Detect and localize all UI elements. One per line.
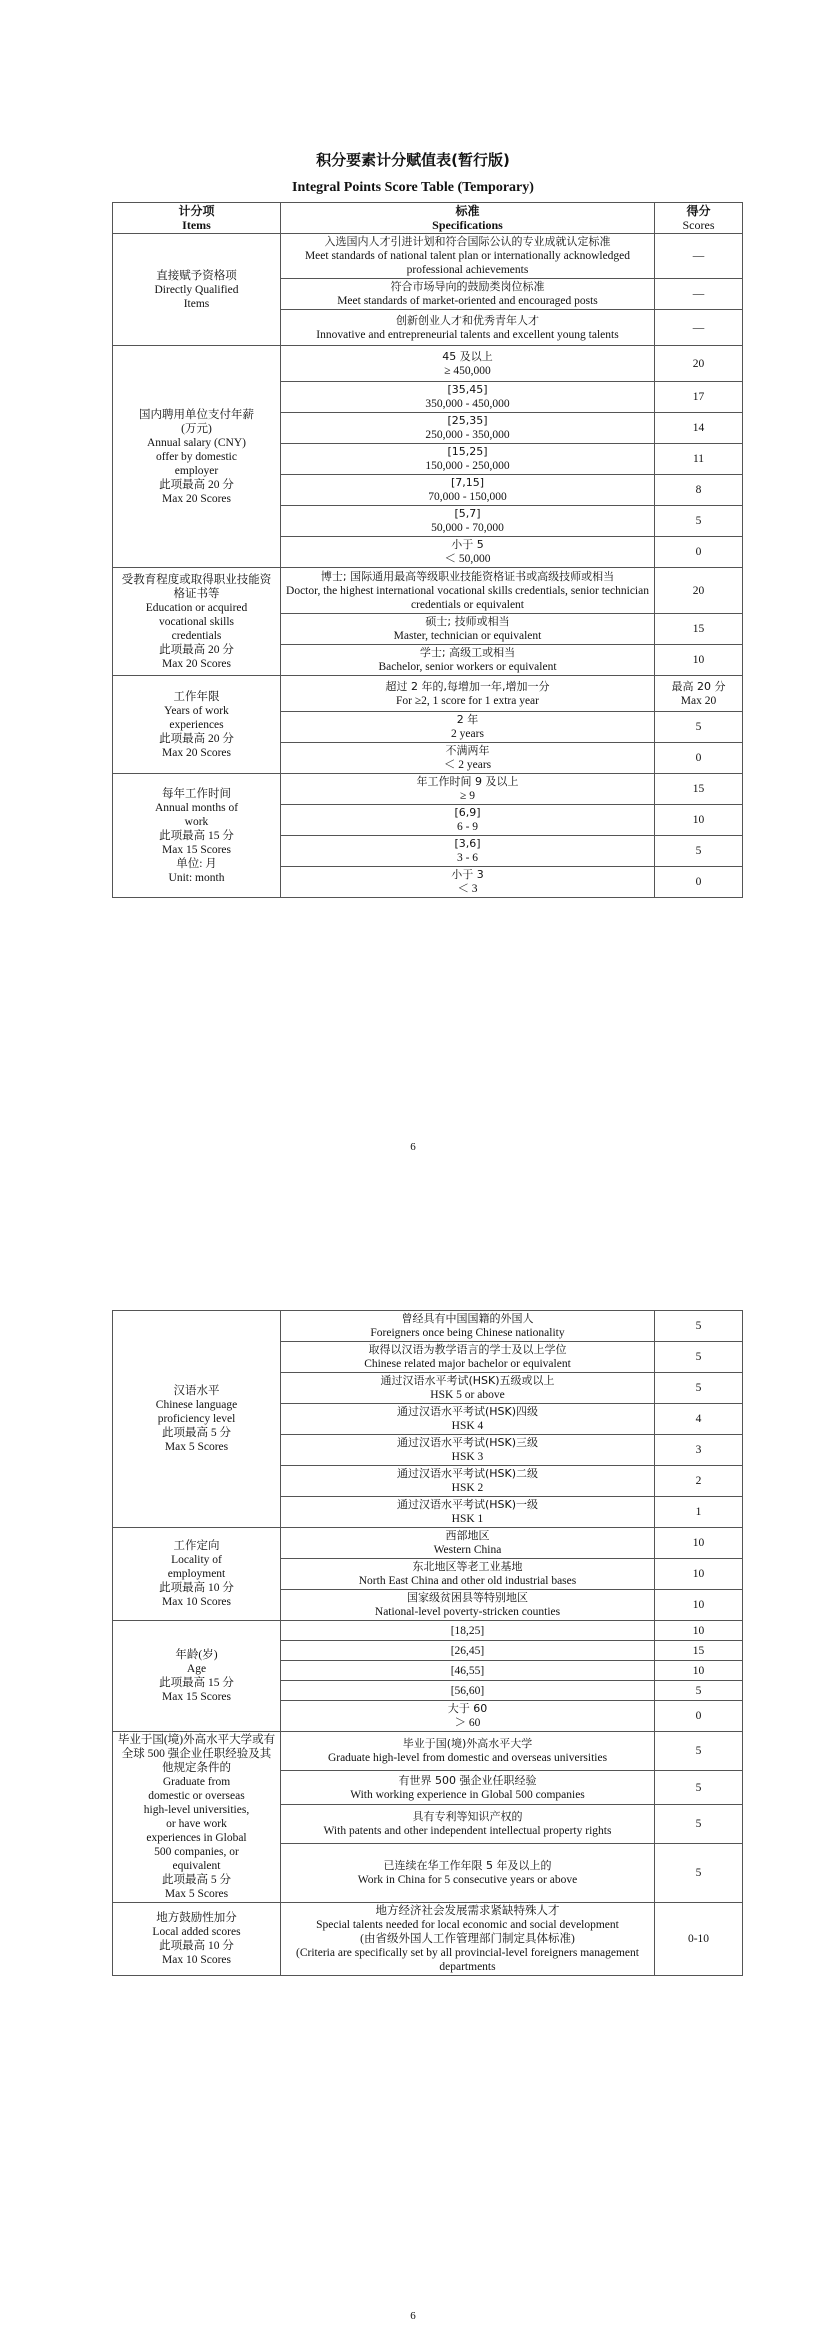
specification-en: Meet standards of national talent plan or internationally acknowledged professional achievements — [304, 250, 631, 276]
item-cell — [113, 1528, 281, 1621]
specification-en: Chinese related major bachelor or equivalent — [364, 1358, 571, 1370]
specification-cn: 45 及以上 — [442, 349, 493, 363]
specification-cn: [3,6] — [454, 837, 481, 850]
score-cell — [655, 1732, 743, 1771]
specification-cn: 符合市场导向的鼓励类岗位标准 — [390, 280, 545, 293]
specification-en: HSK 4 — [451, 1420, 484, 1432]
specification-cn: [7,15] — [450, 476, 485, 489]
specification-cell — [281, 310, 655, 346]
item-label-line: 地方鼓励性加分 — [156, 1912, 237, 1924]
item-label-line: domestic or overseas — [148, 1790, 245, 1802]
score-cell — [655, 537, 743, 568]
specification-line: (Criteria are specifically set by all provincial-level foreigners management departments — [296, 1947, 639, 1973]
specification-cn: 入选国内人才引进计划和符合国际公认的专业成就认定标准 — [324, 235, 611, 248]
specification-cn: [6,9] — [454, 806, 481, 819]
score-value: 17 — [692, 391, 705, 403]
item-label-line: 此项最高 5 分 — [162, 1427, 231, 1439]
score-cell — [655, 346, 743, 382]
score-cell — [655, 1497, 743, 1528]
score-value: 2 — [695, 1475, 702, 1487]
score-cell — [655, 1311, 743, 1342]
score-cell — [655, 1771, 743, 1805]
item-label-line: high-level universities, — [143, 1804, 250, 1816]
item-label-line: 此项最高 10 分 — [159, 1940, 234, 1952]
specification-cell — [281, 614, 655, 645]
item-label-line: work — [184, 815, 209, 828]
item-label-line: Chinese language — [155, 1399, 238, 1411]
header-items-cn: 计分项 — [178, 204, 215, 218]
score-value: 0-10 — [687, 1933, 710, 1945]
score-cell — [655, 712, 743, 743]
item-label-line: Max 5 Scores — [164, 1888, 229, 1900]
specification-en: Master, technician or equivalent — [393, 630, 542, 642]
specification-en: Bachelor, senior workers or equivalent — [378, 661, 557, 673]
score-value: 8 — [695, 484, 702, 496]
specification-cn: 年工作时间 9 及以上 — [416, 775, 519, 788]
table-row — [113, 1732, 743, 1771]
score-cell — [655, 867, 743, 898]
specification-cn: 国家级贫困县等特别地区 — [407, 1591, 528, 1604]
item-label-line: 受教育程度或取得职业技能资格证书等 — [121, 573, 272, 600]
item-label-line: 汉语水平 — [173, 1385, 220, 1397]
item-cell — [113, 1621, 281, 1732]
item-label-line: Max 20 Scores — [162, 492, 231, 505]
item-label-line: (万元) — [181, 422, 212, 435]
specification-cell — [281, 645, 655, 676]
specification-en: With patents and other independent intellectual property rights — [323, 1825, 612, 1838]
header-spec-cn: 标准 — [455, 204, 480, 218]
specification-cell — [281, 1373, 655, 1404]
specification-en: 2 years — [451, 728, 484, 740]
specification-en: 70,000 - 150,000 — [428, 491, 507, 503]
score-cell — [655, 774, 743, 805]
item-label-line: Local added scores — [152, 1926, 241, 1938]
item-label-line: Max 15 Scores — [162, 1691, 231, 1703]
table-title-en: Integral Points Score Table (Temporary) — [292, 180, 534, 195]
item-label-line: or have work — [166, 1818, 227, 1830]
item-label-line: vocational skills — [158, 615, 235, 628]
specification-cell — [281, 1844, 655, 1903]
specification-en: [26,45] — [450, 1644, 485, 1657]
item-label-line: Max 5 Scores — [164, 1441, 229, 1453]
specification-en: ＞ 60 — [454, 1717, 481, 1729]
score-table-part-2 — [112, 1310, 743, 1976]
specification-cn: 学士; 高级工或相当 — [419, 646, 516, 659]
specification-cell — [281, 444, 655, 475]
item-label-line: credentials — [171, 629, 222, 642]
specification-cell — [281, 1771, 655, 1805]
score-cell — [655, 1373, 743, 1404]
item-label-line: Age — [186, 1663, 207, 1675]
item-label-line: Annual months of — [154, 801, 239, 814]
score-cell — [655, 1621, 743, 1641]
specification-cell — [281, 1732, 655, 1771]
score-value: 10 — [692, 1537, 705, 1549]
specification-cn: 通过汉语水平考试(HSK)四级 — [396, 1405, 539, 1418]
item-cell — [113, 676, 281, 774]
specification-en: 50,000 - 70,000 — [431, 522, 504, 534]
specification-cell — [281, 346, 655, 382]
specification-cn: 博士; 国际通用最高等级职业技能资格证书或高级技师或相当 — [320, 569, 615, 583]
item-cell — [113, 234, 281, 346]
specification-cn: 小于 5 — [451, 538, 484, 551]
score-cell — [655, 382, 743, 413]
score-cell — [655, 676, 743, 712]
page-2 — [0, 1169, 826, 2338]
score-value: 5 — [695, 845, 702, 857]
specification-cell — [281, 1681, 655, 1701]
item-label-line: experiences in Global — [146, 1832, 247, 1844]
score-cell — [655, 1701, 743, 1732]
specification-cell — [281, 1559, 655, 1590]
score-value: 10 — [692, 814, 705, 826]
table-row — [113, 234, 743, 279]
item-label-line: Max 15 Scores — [162, 843, 231, 856]
specification-cell — [281, 836, 655, 867]
specification-cn: 毕业于国(境)外高水平大学 — [402, 1737, 533, 1751]
item-label-line: 国内聘用单位支付年薪 — [139, 408, 254, 421]
specification-en: North East China and other old industrial bases — [358, 1575, 577, 1587]
score-value: 最高 20 分 — [671, 679, 726, 693]
header-scores-en: Scores — [682, 218, 715, 232]
specification-en: [56,60] — [450, 1684, 485, 1697]
specification-en: HSK 2 — [451, 1482, 484, 1494]
score-value: 5 — [695, 515, 702, 527]
score-value: — — [692, 250, 705, 262]
item-label-line: 此项最高 5 分 — [162, 1874, 231, 1886]
specification-en: Innovative and entrepreneurial talents and excellent young talents — [316, 328, 619, 341]
specification-cn: 通过汉语水平考试(HSK)二级 — [396, 1467, 539, 1480]
specification-en: ＜ 3 — [457, 883, 478, 895]
item-label-line: Unit: month — [168, 871, 225, 884]
score-value: 3 — [695, 1444, 702, 1456]
item-cell — [113, 1903, 281, 1976]
specification-en: HSK 3 — [451, 1451, 484, 1463]
header-scores-cn: 得分 — [686, 204, 711, 218]
score-cell — [655, 444, 743, 475]
score-value: 5 — [695, 1818, 702, 1831]
specification-cell — [281, 1903, 655, 1976]
specification-cn: 大于 60 — [447, 1702, 488, 1715]
table-row — [113, 1311, 743, 1342]
table-body — [113, 1311, 743, 1976]
score-cell — [655, 1466, 743, 1497]
specification-cell — [281, 1311, 655, 1342]
score-value: 0 — [695, 546, 702, 558]
item-label-line: Max 10 Scores — [162, 1954, 231, 1966]
specification-cn: [25,35] — [447, 414, 488, 427]
specification-en: ＜ 50,000 — [444, 553, 491, 565]
specification-line: Special talents needed for local economic and social development — [316, 1919, 619, 1931]
score-value: 5 — [695, 721, 702, 733]
specification-en: National-level poverty-stricken counties — [374, 1606, 561, 1618]
table-row — [113, 774, 743, 805]
score-cell — [655, 1804, 743, 1843]
item-label-line: Max 20 Scores — [162, 746, 231, 759]
specification-en: Work in China for 5 consecutive years or above — [357, 1874, 578, 1887]
specification-cell — [281, 867, 655, 898]
score-value: 10 — [692, 1599, 705, 1611]
score-value: 4 — [695, 1413, 702, 1425]
item-label-line: 此项最高 20 分 — [159, 643, 234, 656]
specification-cn: [15,25] — [447, 445, 488, 458]
item-label-line: equivalent — [172, 1860, 221, 1872]
specification-en: 150,000 - 250,000 — [425, 460, 510, 472]
item-label-line: 毕业于国(境)外高水平大学或有全球 500 强企业任职经验及其他规定条件的 — [117, 1734, 276, 1774]
specification-cn: 曾经具有中国国籍的外国人 — [401, 1312, 534, 1325]
specification-cell — [281, 743, 655, 774]
specification-cn: [35,45] — [447, 383, 488, 396]
score-value: 5 — [695, 1867, 702, 1880]
table-body — [113, 234, 743, 898]
specification-cell — [281, 712, 655, 743]
item-cell — [113, 1311, 281, 1528]
score-value: 1 — [695, 1506, 702, 1518]
score-cell — [655, 1528, 743, 1559]
score-value: 15 — [692, 623, 705, 635]
table-row — [113, 568, 743, 614]
item-label-line: 此项最高 20 分 — [159, 478, 234, 491]
specification-cn: 不满两年 — [445, 744, 490, 757]
item-label-line: 此项最高 15 分 — [159, 1677, 234, 1689]
item-cell — [113, 568, 281, 676]
score-cell — [655, 1681, 743, 1701]
specification-en: Graduate high-level from domestic and overseas universities — [327, 1752, 608, 1765]
header-spec-en: Specifications — [432, 218, 503, 232]
item-label-line: employer — [174, 464, 219, 477]
score-cell — [655, 645, 743, 676]
item-label-line: proficiency level — [157, 1413, 236, 1425]
item-label-line: 单位: 月 — [176, 857, 217, 870]
table-header-row — [113, 203, 743, 234]
specification-cn: 西部地区 — [445, 1529, 490, 1542]
specification-cn: 超过 2 年的,每增加一年,增加一分 — [385, 679, 550, 693]
specification-en: 3 - 6 — [456, 852, 479, 864]
page-number: 6 — [410, 1141, 416, 1153]
item-label-line: employment — [167, 1568, 226, 1580]
score-cell — [655, 475, 743, 506]
specification-cell — [281, 1804, 655, 1843]
score-value: 14 — [692, 422, 705, 434]
score-cell — [655, 568, 743, 614]
specification-cell — [281, 568, 655, 614]
table-row — [113, 1528, 743, 1559]
score-value: 10 — [692, 1664, 705, 1677]
score-value: 10 — [692, 654, 705, 666]
item-label-line: Locality of — [171, 1554, 222, 1566]
item-label-line: Max 20 Scores — [162, 657, 231, 670]
item-label-line: Max 10 Scores — [162, 1596, 231, 1608]
item-label-line: 直接赋予资格项 — [156, 269, 237, 282]
page-number: 6 — [410, 2310, 416, 2322]
item-label-line: 工作年限 — [173, 690, 220, 703]
score-cell — [655, 413, 743, 444]
specification-cell — [281, 382, 655, 413]
item-label-line: Items — [183, 297, 210, 310]
item-label-line: Years of work — [164, 704, 229, 717]
specification-cn: 通过汉语水平考试(HSK)一级 — [396, 1498, 539, 1511]
header-items — [113, 203, 281, 234]
item-label-line: Education or acquired — [145, 601, 248, 614]
specification-en: ＜ 2 years — [443, 759, 492, 771]
score-cell — [655, 1435, 743, 1466]
specification-cn: 硕士; 技师或相当 — [425, 615, 510, 628]
score-cell — [655, 805, 743, 836]
specification-en: 350,000 - 450,000 — [425, 398, 510, 410]
specification-cell — [281, 1661, 655, 1681]
specification-cell — [281, 805, 655, 836]
item-cell — [113, 346, 281, 568]
score-cell — [655, 1903, 743, 1976]
specification-cn: [5,7] — [454, 507, 481, 520]
specification-cn: 已连续在华工作年限 5 年及以上的 — [383, 1859, 552, 1873]
specification-cn: 具有专利等知识产权的 — [412, 1810, 523, 1824]
table-row — [113, 676, 743, 712]
specification-cell — [281, 1590, 655, 1621]
table-row — [113, 1621, 743, 1641]
item-label-line: Annual salary (CNY) — [146, 436, 246, 449]
score-value: 0 — [695, 876, 702, 888]
specification-cell — [281, 676, 655, 712]
score-cell — [655, 836, 743, 867]
score-cell — [655, 234, 743, 279]
score-cell — [655, 1844, 743, 1903]
score-value-en: Max 20 — [680, 694, 717, 707]
item-label-line: 此项最高 20 分 — [159, 732, 234, 745]
specification-en: ≥ 450,000 — [444, 364, 491, 377]
item-label-line: 工作定向 — [173, 1540, 220, 1552]
score-value: 5 — [695, 1382, 702, 1394]
specification-cell — [281, 506, 655, 537]
specification-cn: 2 年 — [456, 713, 479, 726]
header-specifications — [281, 203, 655, 234]
specification-en: ≥ 9 — [460, 790, 475, 802]
score-value: 11 — [692, 453, 705, 465]
item-label-line: 此项最高 15 分 — [159, 829, 234, 842]
item-cell — [113, 774, 281, 898]
specification-en: [46,55] — [450, 1664, 485, 1677]
score-cell — [655, 506, 743, 537]
specification-en: [18,25] — [450, 1624, 485, 1637]
specification-cell — [281, 413, 655, 444]
score-value: 15 — [692, 783, 705, 795]
specification-en: HSK 1 — [451, 1513, 484, 1525]
specification-line: (由省级外国人工作管理部门制定具体标准) — [360, 1933, 575, 1945]
item-label-line: experiences — [169, 718, 224, 731]
specification-cell — [281, 1342, 655, 1373]
specification-cell — [281, 475, 655, 506]
table-row — [113, 1903, 743, 1976]
score-cell — [655, 743, 743, 774]
specification-cn: 有世界 500 强企业任职经验 — [398, 1773, 537, 1787]
score-cell — [655, 1661, 743, 1681]
score-value: 15 — [692, 1644, 705, 1657]
specification-cell — [281, 1404, 655, 1435]
item-label-line: 每年工作时间 — [162, 787, 231, 800]
specification-en: Doctor, the highest international vocational skills credentials, senior technician credentials or equivalent — [286, 584, 649, 611]
specification-en: Western China — [433, 1544, 502, 1556]
item-label-line: Directly Qualified — [154, 283, 239, 296]
score-cell — [655, 310, 743, 346]
specification-cell — [281, 234, 655, 279]
item-label-line: offer by domestic — [156, 450, 237, 463]
specification-cell — [281, 1701, 655, 1732]
specification-cell — [281, 279, 655, 310]
specification-cell — [281, 1528, 655, 1559]
score-value: 5 — [695, 1745, 702, 1758]
specification-cell — [281, 774, 655, 805]
score-value: 5 — [695, 1781, 702, 1794]
table-title-cn: 积分要素计分赋值表(暂行版) — [316, 151, 510, 169]
header-items-en: Items — [182, 218, 211, 232]
score-cell — [655, 1342, 743, 1373]
score-value: 20 — [692, 357, 705, 370]
item-label-line: 年龄(岁) — [175, 1649, 218, 1661]
score-cell — [655, 1590, 743, 1621]
specification-cell — [281, 1621, 655, 1641]
specification-cell — [281, 537, 655, 568]
specification-en: For ≥2, 1 score for 1 extra year — [396, 694, 539, 707]
specification-line: 地方经济社会发展需求紧缺特殊人才 — [375, 1905, 560, 1917]
score-table-part-1 — [112, 202, 743, 898]
score-cell — [655, 279, 743, 310]
item-label-line: 500 companies, or — [154, 1846, 239, 1858]
table-row — [113, 346, 743, 382]
score-value: 5 — [695, 1684, 702, 1697]
score-cell — [655, 1404, 743, 1435]
specification-cn: 取得以汉语为教学语言的学士及以上学位 — [368, 1343, 567, 1356]
specification-en: HSK 5 or above — [430, 1389, 505, 1401]
score-value: 10 — [692, 1568, 705, 1580]
score-value: — — [692, 321, 705, 334]
specification-en: 6 - 9 — [456, 821, 479, 833]
score-cell — [655, 1559, 743, 1590]
score-value: 20 — [692, 584, 705, 597]
header-scores — [655, 203, 743, 234]
score-cell — [655, 614, 743, 645]
score-value: 10 — [692, 1624, 705, 1637]
specification-en: Foreigners once being Chinese nationality — [370, 1327, 565, 1339]
specification-cn: 小于 3 — [451, 868, 484, 881]
score-value: 5 — [695, 1320, 702, 1332]
specification-cn: 创新创业人才和优秀青年人才 — [396, 313, 539, 327]
score-cell — [655, 1641, 743, 1661]
specification-cn: 通过汉语水平考试(HSK)五级或以上 — [380, 1374, 555, 1387]
specification-en: Meet standards of market-oriented and encouraged posts — [337, 295, 598, 307]
score-value: 0 — [695, 752, 702, 764]
specification-cell — [281, 1435, 655, 1466]
specification-en: 250,000 - 350,000 — [425, 429, 510, 441]
specification-cell — [281, 1466, 655, 1497]
specification-en: With working experience in Global 500 companies — [350, 1788, 585, 1801]
specification-cell — [281, 1497, 655, 1528]
score-value: — — [692, 288, 705, 300]
item-cell — [113, 1732, 281, 1903]
specification-cn: 东北地区等老工业基地 — [412, 1560, 523, 1573]
score-value: 0 — [695, 1710, 702, 1722]
item-label-line: 此项最高 10 分 — [159, 1582, 234, 1594]
item-label-line: Graduate from — [162, 1776, 231, 1788]
specification-cell — [281, 1641, 655, 1661]
score-value: 5 — [695, 1351, 702, 1363]
specification-cn: 通过汉语水平考试(HSK)三级 — [396, 1436, 539, 1449]
